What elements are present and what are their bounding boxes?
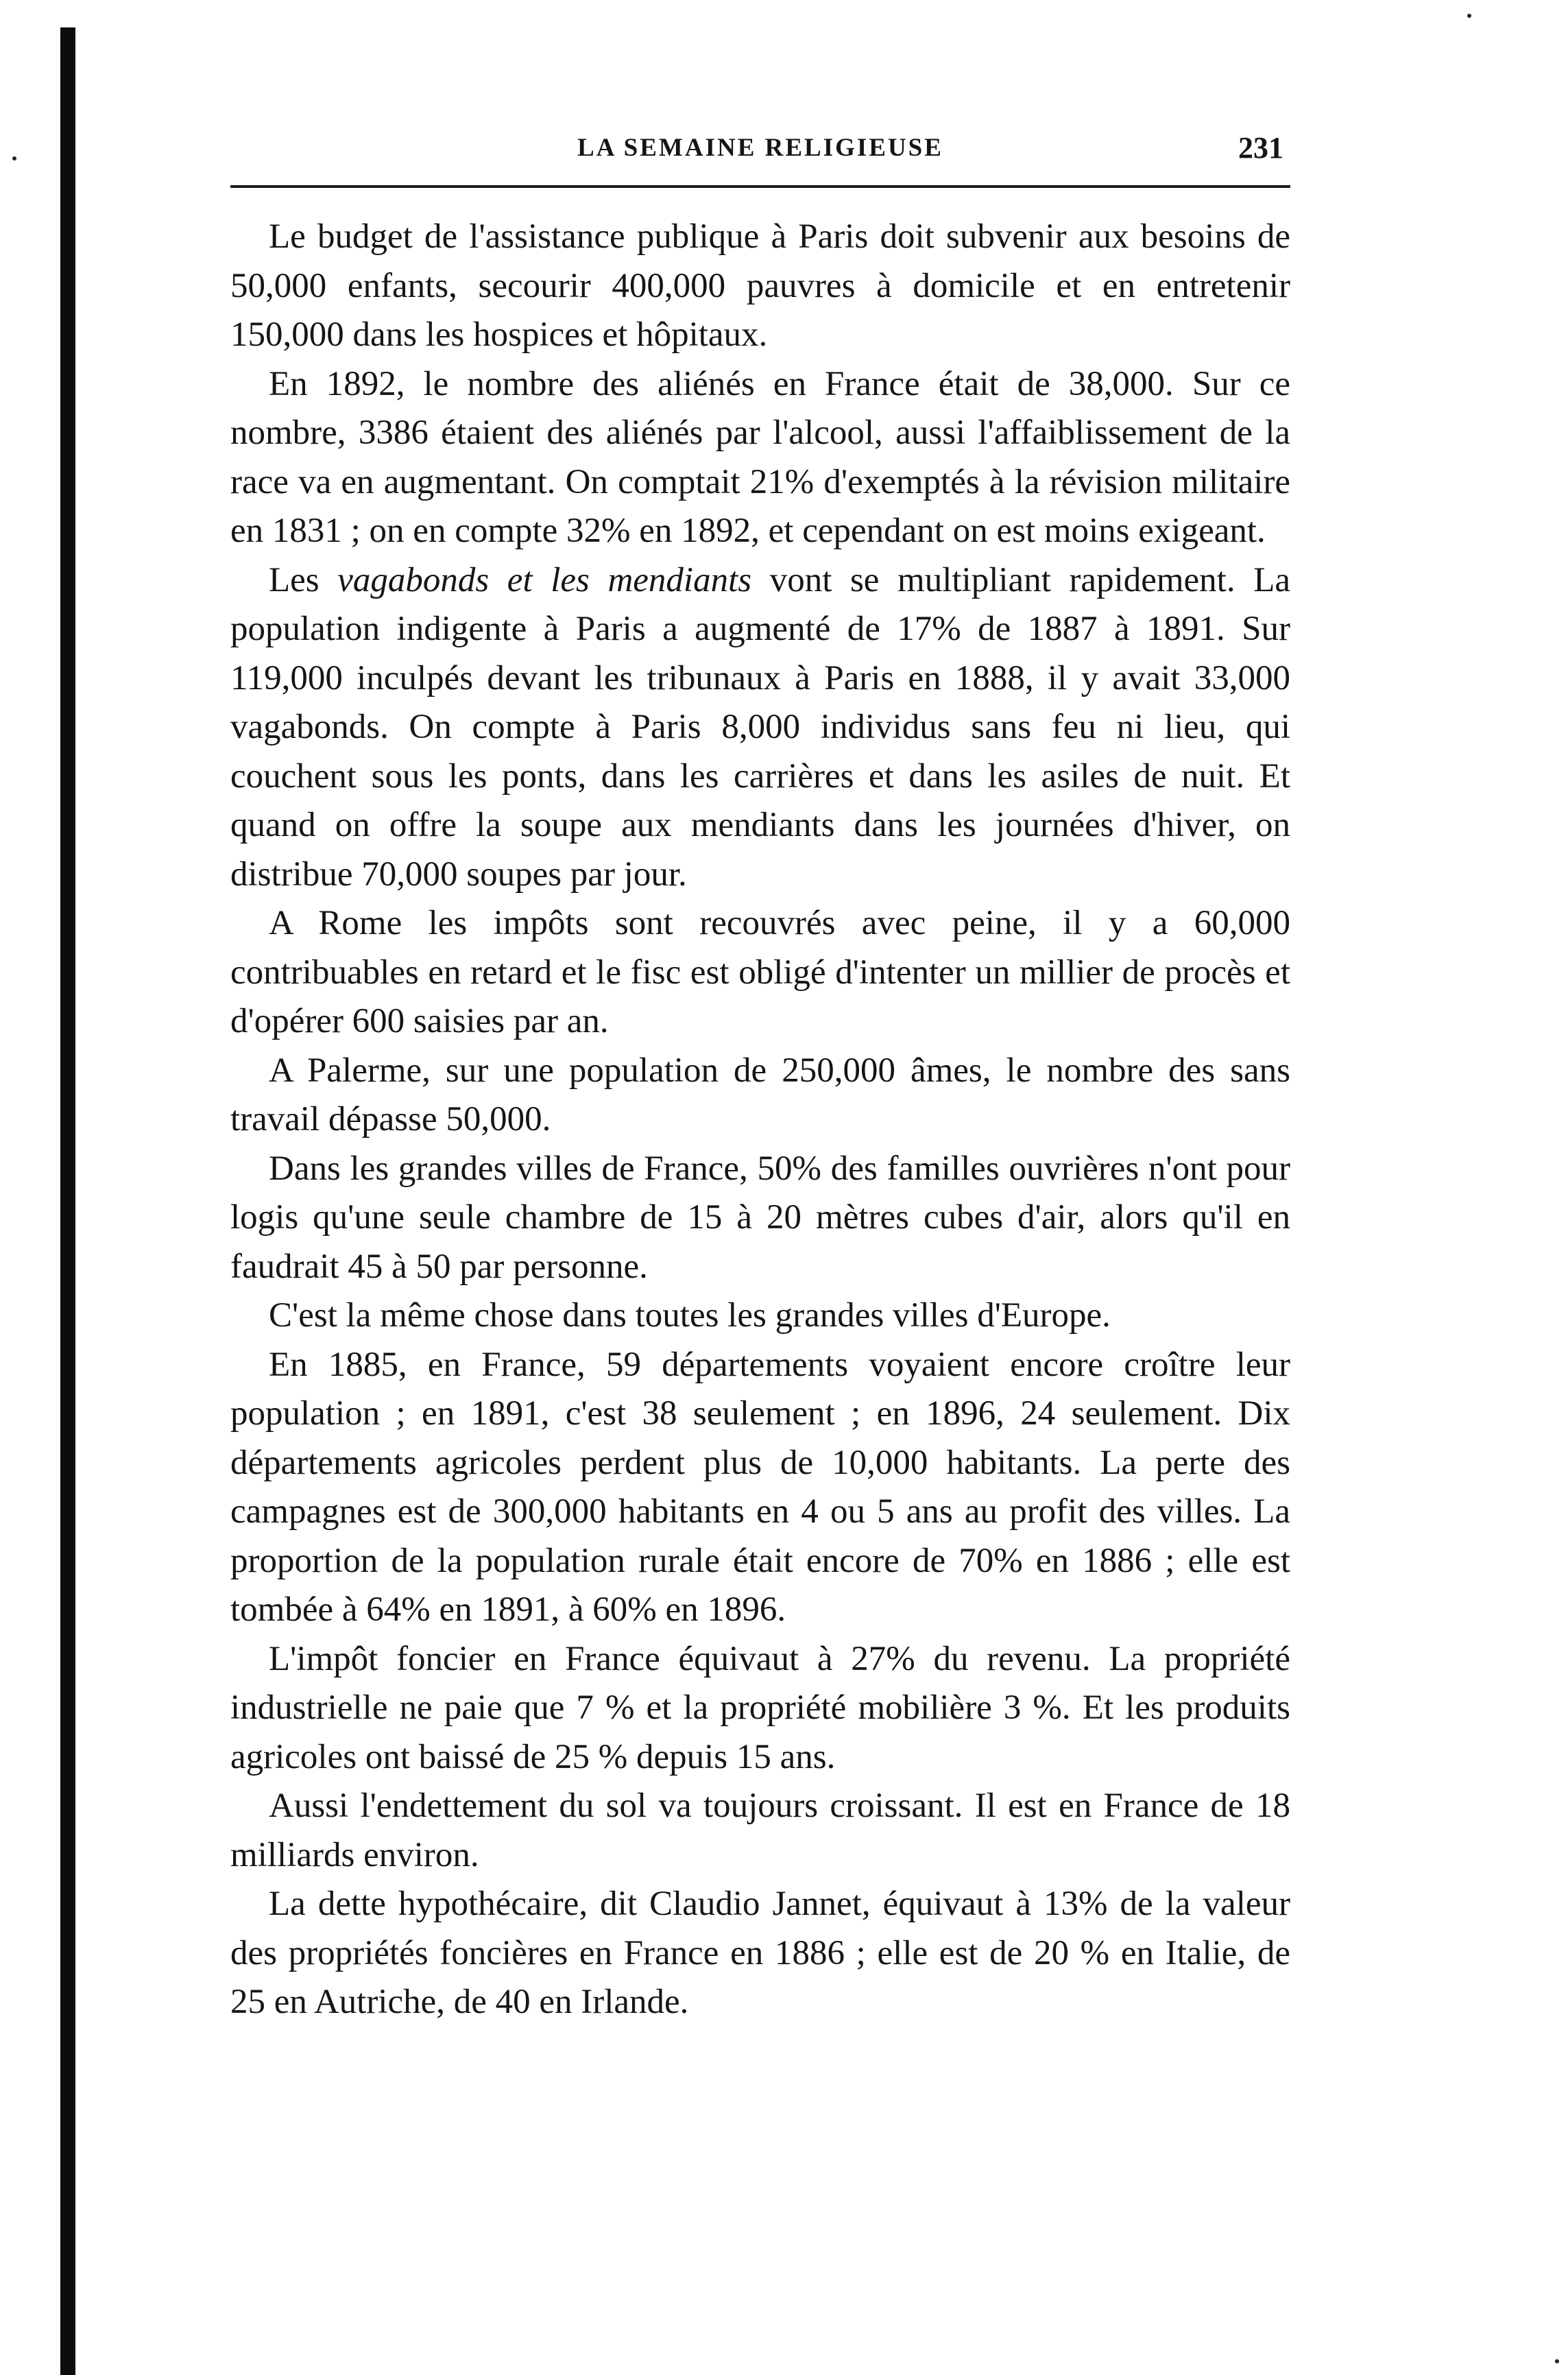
scan-speck bbox=[12, 156, 16, 160]
paragraph-endettement: Aussi l'endettement du sol va toujours croissant. Il est en France de 18 milliards environ. bbox=[230, 1787, 1290, 1874]
book-page bbox=[230, 130, 1290, 2027]
paragraph-impot-foncier: L'impôt foncier en France équivaut à 27% du revenu. La propriété industrielle ne paie que 7 % et la propriété mobilière 3 %. Et les produits agricoles ont baissé de 25 % depuis 15 ans. bbox=[230, 1639, 1290, 1776]
page-number: 231 bbox=[1238, 131, 1283, 165]
scan-speck bbox=[1555, 2359, 1559, 2363]
paragraph-dette-hypothecaire: La dette hypothécaire, dit Claudio Jannet, équivaut à 13% de la valeur des propriétés foncières en France en 1886 ; elle est de 20 % en Italie, de 25 en Autriche, de 40 en Irlande. bbox=[230, 1885, 1290, 2021]
paragraph-departements: En 1885, en France, 59 départements voyaient encore croître leur population ; en 1891, c'est 38 seulement ; en 1896, 24 seulement. Dix départements agricoles perdent plus de 10,000 habitants. La perte des campagnes est de 300,000 habitants en 4 ou 5 ans au profit des villes. La proportion de la population rurale était encore de 70% en 1886 ; elle est tombée à 64% en 1891, à 60% en 1896. bbox=[230, 1345, 1290, 1629]
scan-binding-edge bbox=[60, 27, 75, 2375]
paragraph-vagabonds: Les vagabonds et les mendiants vont se multipliant rapidement. La population indigente à Paris a augmenté de 17% de 1887 à 1891. Sur 119,000 inculpés devant les tribunaux à Paris en 1888, il y avait 33,000 vagabonds. On compte à Paris 8,000 individus sans feu ni lieu, qui couchent sous les ponts, dans les carrières et dans les asiles de nuit. Et quand on offre la soupe aux mendiants dans les journées d'hiver, on distribue 70,000 soupes par jour. bbox=[230, 560, 1290, 894]
page-header bbox=[230, 130, 1290, 188]
paragraph-familles-ouvrieres: Dans les grandes villes de France, 50% des familles ouvrières n'ont pour logis qu'une seule chambre de 15 à 20 mètres cubes d'air, alors qu'il en faudrait 45 à 50 par personne. bbox=[230, 1149, 1290, 1286]
scan-speck bbox=[1467, 14, 1471, 18]
body-text bbox=[230, 213, 1290, 2027]
paragraph-palerme: A Palerme, sur une population de 250,000 âmes, le nombre des sans travail dépasse 50,000. bbox=[230, 1051, 1290, 1138]
paragraph-europe: C'est la même chose dans toutes les grandes villes d'Europe. bbox=[269, 1296, 1111, 1335]
running-title: LA SEMAINE RELIGIEUSE bbox=[577, 134, 943, 162]
paragraph-rome: A Rome les impôts sont recouvrés avec peine, il y a 60,000 contribuables en retard et le fisc est obligé d'intenter un millier de procès et d'opérer 600 saisies par an. bbox=[230, 904, 1290, 1040]
paragraph-assistance-publique: Le budget de l'assistance publique à Paris doit subvenir aux besoins de 50,000 enfants, secourir 400,000 pauvres à domicile et en entretenir 150,000 dans les hospices et hôpitaux. bbox=[230, 217, 1290, 354]
paragraph-alienes: En 1892, le nombre des aliénés en France était de 38,000. Sur ce nombre, 3386 étaient des aliénés par l'alcool, aussi l'affaiblissement de la race va en augmentant. On comptait 21% d'exemptés à la révision militaire en 1831 ; on en compte 32% en 1892, et cependant on est moins exigeant. bbox=[230, 364, 1290, 550]
